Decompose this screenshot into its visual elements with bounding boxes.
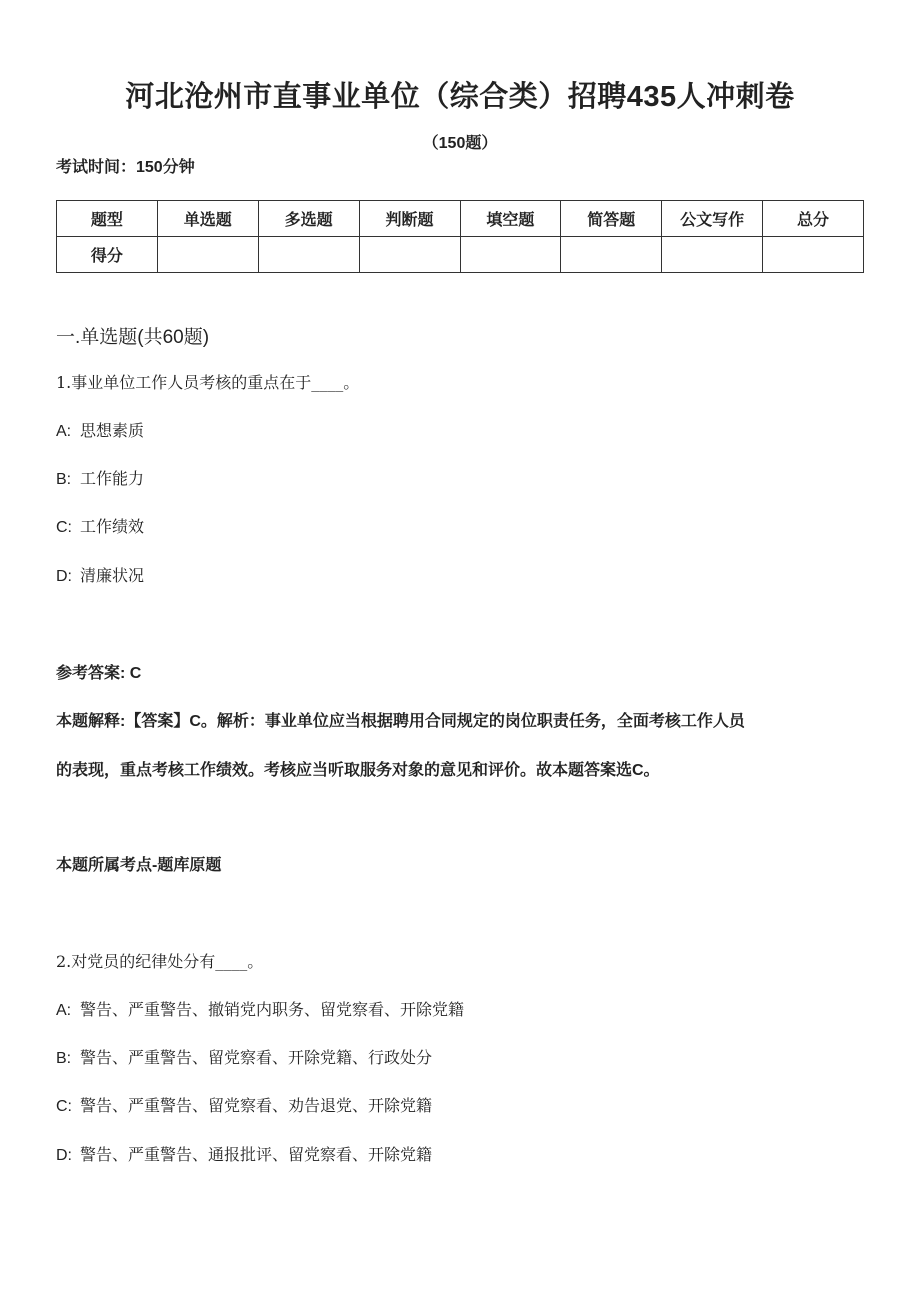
score-cell [359,237,460,273]
score-row-label: 得分 [57,237,158,273]
score-cell [258,237,359,273]
question-1-stem: 1.事业单位工作人员考核的重点在于____。 [56,373,360,392]
option-text: 工作绩效 [80,517,145,536]
option-text: 思想素质 [80,421,145,440]
question-1-option-a [56,418,144,441]
option-letter: A: [56,1002,72,1019]
question-2-stem: 2.对党员的纪律处分有____。 [56,952,264,971]
score-cell [763,237,864,273]
option-letter: D: [56,568,72,585]
question-2-option-b [56,1045,432,1068]
score-table-header: 题型 [57,201,158,237]
question-1-option-b [56,466,144,489]
option-text: 工作能力 [80,469,145,488]
score-cell [460,237,561,273]
question-1-option-c [56,514,144,537]
option-letter: A: [56,423,72,440]
section-title: 一.单选题(共60题) [56,327,210,348]
option-text: 清廉状况 [80,566,145,585]
score-table-header: 判断题 [359,201,460,237]
score-table-header: 简答题 [561,201,662,237]
option-letter: B: [56,471,72,488]
option-letter: C: [56,1098,72,1115]
option-text: 警告、严重警告、留党察看、劝告退党、开除党籍 [80,1096,433,1115]
exam-time: 考试时间：150分钟 [56,159,195,176]
score-cell [157,237,258,273]
question-2-option-d [56,1142,432,1165]
score-table-score-row [57,237,864,273]
question-2-option-c [56,1093,432,1116]
score-cell [561,237,662,273]
option-letter: C: [56,519,72,536]
score-table-header: 填空题 [460,201,561,237]
option-letter: B: [56,1050,72,1067]
score-table [56,200,864,273]
question-1-option-d [56,563,144,586]
question-2-option-a [56,997,464,1020]
option-text: 警告、严重警告、通报批评、留党察看、开除党籍 [80,1145,433,1164]
document-subtitle: （150题） [422,135,498,152]
score-table-header: 多选题 [258,201,359,237]
score-table-header: 总分 [763,201,864,237]
score-table-header-row [57,201,864,237]
score-cell [662,237,763,273]
score-table-header: 单选题 [157,201,258,237]
option-text: 警告、严重警告、留党察看、开除党籍、行政处分 [80,1048,433,1067]
question-1-answer: 参考答案: C [56,665,142,682]
question-1-source: 本题所属考点-题库原题 [56,857,222,874]
option-letter: D: [56,1147,72,1164]
question-1-explanation-line-1: 本题解释:【答案】C。解析：事业单位应当根据聘用合同规定的岗位职责任务，全面考核工作人员 [56,713,745,730]
option-text: 警告、严重警告、撤销党内职务、留党察看、开除党籍 [80,1000,465,1019]
score-table-header: 公文写作 [662,201,763,237]
document-title: 河北沧州市直事业单位（综合类）招聘435人冲刺卷 [125,81,795,113]
question-1-explanation-line-2: 的表现，重点考核工作绩效。考核应当听取服务对象的意见和评价。故本题答案选C。 [56,762,660,779]
